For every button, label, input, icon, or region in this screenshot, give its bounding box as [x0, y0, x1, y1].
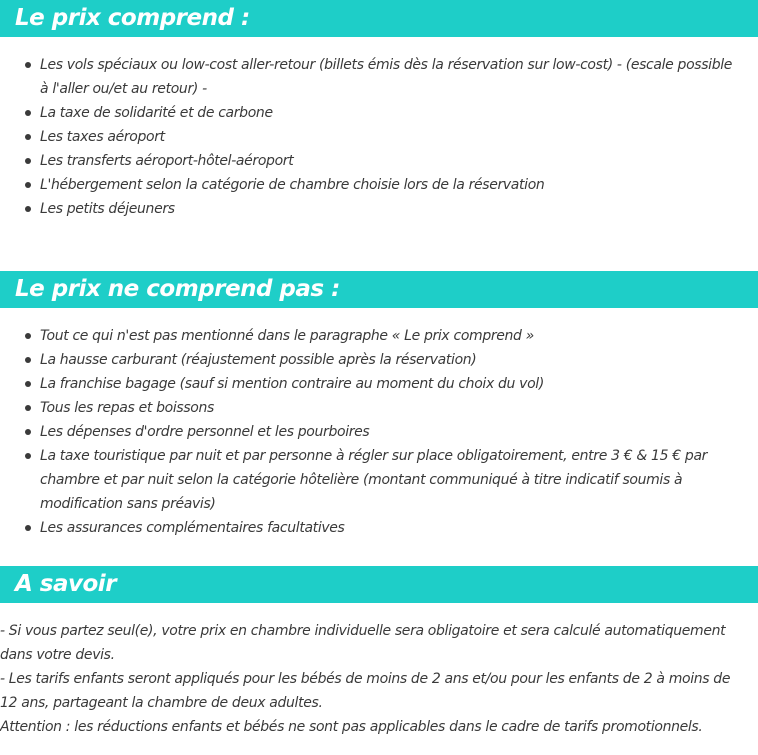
list-item: [0, 125, 758, 149]
list-item: [0, 101, 758, 125]
bullet-icon: [25, 134, 31, 140]
section-header-price-includes: Le prix comprend :: [0, 0, 758, 37]
bullet-icon: [25, 405, 31, 411]
price-excludes-list: [0, 324, 758, 540]
list-item: [0, 324, 758, 348]
list-item: [0, 348, 758, 372]
bullet-icon: [25, 206, 31, 212]
bullet-icon: [25, 62, 31, 68]
info-paragraph: Attention : les réductions enfants et bébés ne sont pas applicables dans le cadre de tarifs promotionnels.: [0, 719, 703, 735]
list-item-text: Les vols spéciaux ou low-cost aller-retour (billets émis dès la réservation sur low-cost) - (escale possible à l'aller ou/et au retour) -: [40, 57, 733, 97]
bullet-icon: [25, 110, 31, 116]
list-item: [0, 197, 758, 221]
list-item: [0, 396, 758, 420]
list-item-text: La franchise bagage (sauf si mention contraire au moment du choix du vol): [40, 376, 544, 392]
info-paragraph: - Les tarifs enfants seront appliqués pour les bébés de moins de 2 ans et/ou pour les enfants de 2 à moins de 12 ans, partageant la chambre de deux adultes.: [0, 671, 731, 711]
list-item: [0, 149, 758, 173]
bullet-icon: [25, 182, 31, 188]
list-item-text: La taxe touristique par nuit et par personne à régler sur place obligatoirement, entre 3 € & 15 € par chambre et par nuit selon la catégorie hôtelière (montant communiqué à titre indicatif soumis à modification sans préavis): [40, 448, 708, 512]
list-item-text: Les petits déjeuners: [40, 201, 175, 217]
list-item-text: La hausse carburant (réajustement possible après la réservation): [40, 352, 477, 368]
list-item-text: Les taxes aéroport: [40, 129, 165, 145]
list-item-text: L'hébergement selon la catégorie de chambre choisie lors de la réservation: [40, 177, 545, 193]
list-item: [0, 444, 758, 516]
list-item-text: Tout ce qui n'est pas mentionné dans le paragraphe « Le prix comprend »: [40, 328, 534, 344]
bullet-icon: [25, 357, 31, 363]
bullet-icon: [25, 525, 31, 531]
price-includes-list: [0, 53, 758, 221]
list-item: [0, 173, 758, 197]
list-item-text: Les assurances complémentaires facultatives: [40, 520, 345, 536]
list-item-text: Tous les repas et boissons: [40, 400, 214, 416]
bullet-icon: [25, 381, 31, 387]
list-item-text: La taxe de solidarité et de carbone: [40, 105, 273, 121]
list-item: [0, 516, 758, 540]
section-header-price-excludes: Le prix ne comprend pas :: [0, 271, 758, 308]
bullet-icon: [25, 429, 31, 435]
section-header-good-to-know: A savoir: [0, 566, 758, 603]
list-item-text: Les transferts aéroport-hôtel-aéroport: [40, 153, 294, 169]
info-paragraph: - Si vous partez seul(e), votre prix en chambre individuelle sera obligatoire et sera calculé automatiquement dans votre devis.: [0, 623, 726, 663]
list-item: [0, 372, 758, 396]
list-item: [0, 420, 758, 444]
bullet-icon: [25, 158, 31, 164]
list-item-text: Les dépenses d'ordre personnel et les pourboires: [40, 424, 370, 440]
good-to-know-text: [0, 619, 758, 739]
list-item: [0, 53, 758, 101]
bullet-icon: [25, 453, 31, 459]
bullet-icon: [25, 333, 31, 339]
